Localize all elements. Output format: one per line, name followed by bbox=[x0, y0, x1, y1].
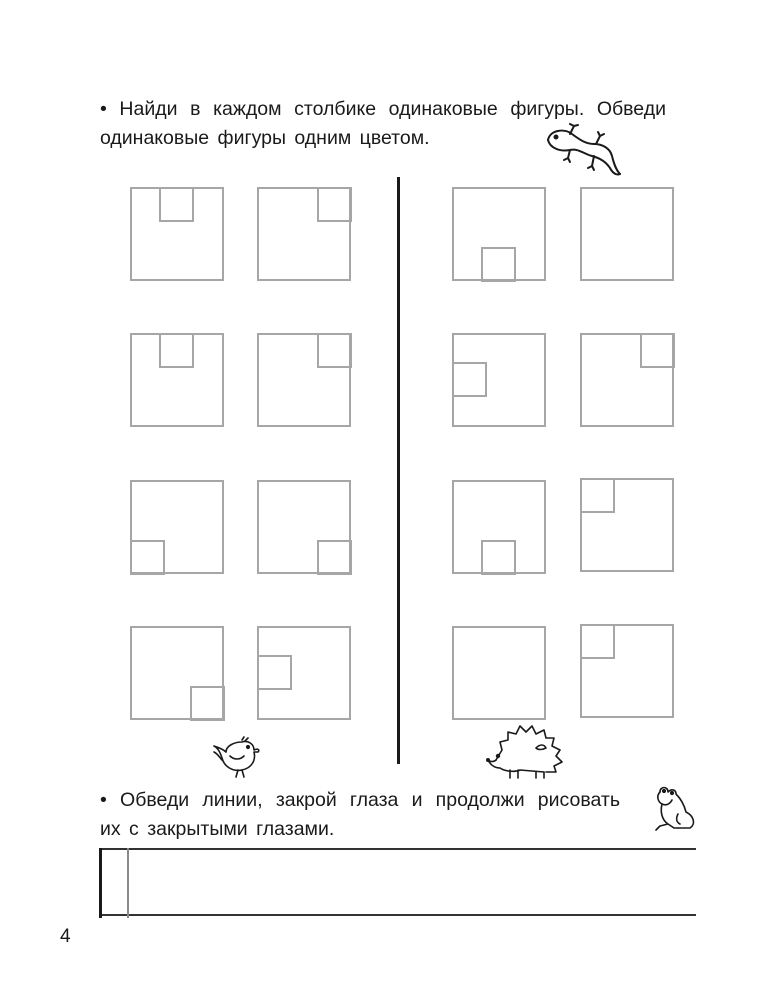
tracing-area[interactable] bbox=[100, 848, 696, 916]
figure-right-1b bbox=[580, 187, 674, 281]
figure-right-4a bbox=[452, 626, 546, 720]
task-2-line-2: их с закрытыми глазами. bbox=[100, 818, 335, 840]
frog-icon bbox=[650, 782, 698, 834]
task-1-line-1: • Найди в каждом столбике одинаковые фигуры. Обведи bbox=[100, 98, 666, 120]
column-divider bbox=[397, 177, 400, 764]
figure-right-3a bbox=[452, 480, 546, 574]
bird-icon bbox=[212, 736, 268, 780]
hedgehog-icon bbox=[486, 722, 568, 784]
lizard-icon bbox=[540, 122, 626, 182]
task-2-line-1: • Обведи линии, закрой глаза и продолжи рисовать bbox=[100, 789, 620, 811]
task-1-line-2: одинаковые фигуры одним цветом. bbox=[100, 127, 430, 149]
figure-right-2b bbox=[580, 333, 674, 427]
figure-right-3b bbox=[580, 478, 674, 572]
figure-left-3a bbox=[130, 480, 224, 574]
figure-right-1a bbox=[452, 187, 546, 281]
task-2-instruction bbox=[100, 786, 620, 844]
figure-right-4b bbox=[580, 624, 674, 718]
page-number: 4 bbox=[60, 926, 71, 947]
figure-left-4a bbox=[130, 626, 224, 720]
figure-left-2b bbox=[257, 333, 351, 427]
figure-left-4b bbox=[257, 626, 351, 720]
tracing-guide-line bbox=[127, 848, 129, 918]
figure-right-2a bbox=[452, 333, 546, 427]
tracing-start-line bbox=[99, 848, 102, 918]
figure-left-1b bbox=[257, 187, 351, 281]
figure-left-2a bbox=[130, 333, 224, 427]
figure-left-3b bbox=[257, 480, 351, 574]
figure-left-1a bbox=[130, 187, 224, 281]
